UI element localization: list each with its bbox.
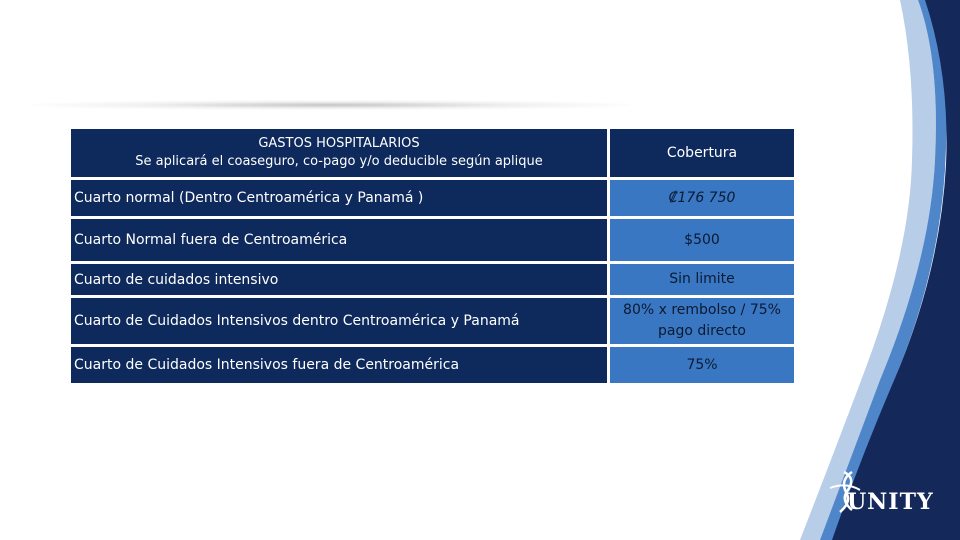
row-label: Cuarto de Cuidados Intensivos dentro Centroamérica y Panamá (71, 298, 607, 344)
table-row (71, 347, 794, 383)
row-value: Sin limite (610, 264, 794, 295)
table-subtitle: Se aplicará el coaseguro, co-pago y/o deducible según aplique (135, 154, 543, 169)
row-value-line: pago directo (658, 323, 746, 339)
brand-name: UNITY (847, 489, 934, 515)
header-description-cell (71, 129, 607, 177)
row-label: Cuarto de Cuidados Intensivos fuera de Centroamérica (71, 347, 607, 383)
row-label: Cuarto Normal fuera de Centroamérica (71, 219, 607, 261)
row-value: ₡176 750 (610, 180, 794, 216)
row-value (610, 298, 794, 344)
table-row (71, 219, 794, 261)
row-value: $500 (610, 219, 794, 261)
title-shadow-divider (30, 100, 630, 110)
row-label: Cuarto normal (Dentro Centroamérica y Panamá ) (71, 180, 607, 216)
header-coverage-cell: Cobertura (610, 129, 794, 177)
table-title: GASTOS HOSPITALARIOS (258, 136, 420, 151)
hospital-expenses-table (68, 126, 797, 386)
table-row (71, 298, 794, 344)
table-header-row (71, 129, 794, 177)
row-label: Cuarto de cuidados intensivo (71, 264, 607, 295)
row-value: 75% (610, 347, 794, 383)
row-value-line: 80% x rembolso / 75% (623, 302, 781, 318)
table-row (71, 264, 794, 295)
table-row (71, 180, 794, 216)
